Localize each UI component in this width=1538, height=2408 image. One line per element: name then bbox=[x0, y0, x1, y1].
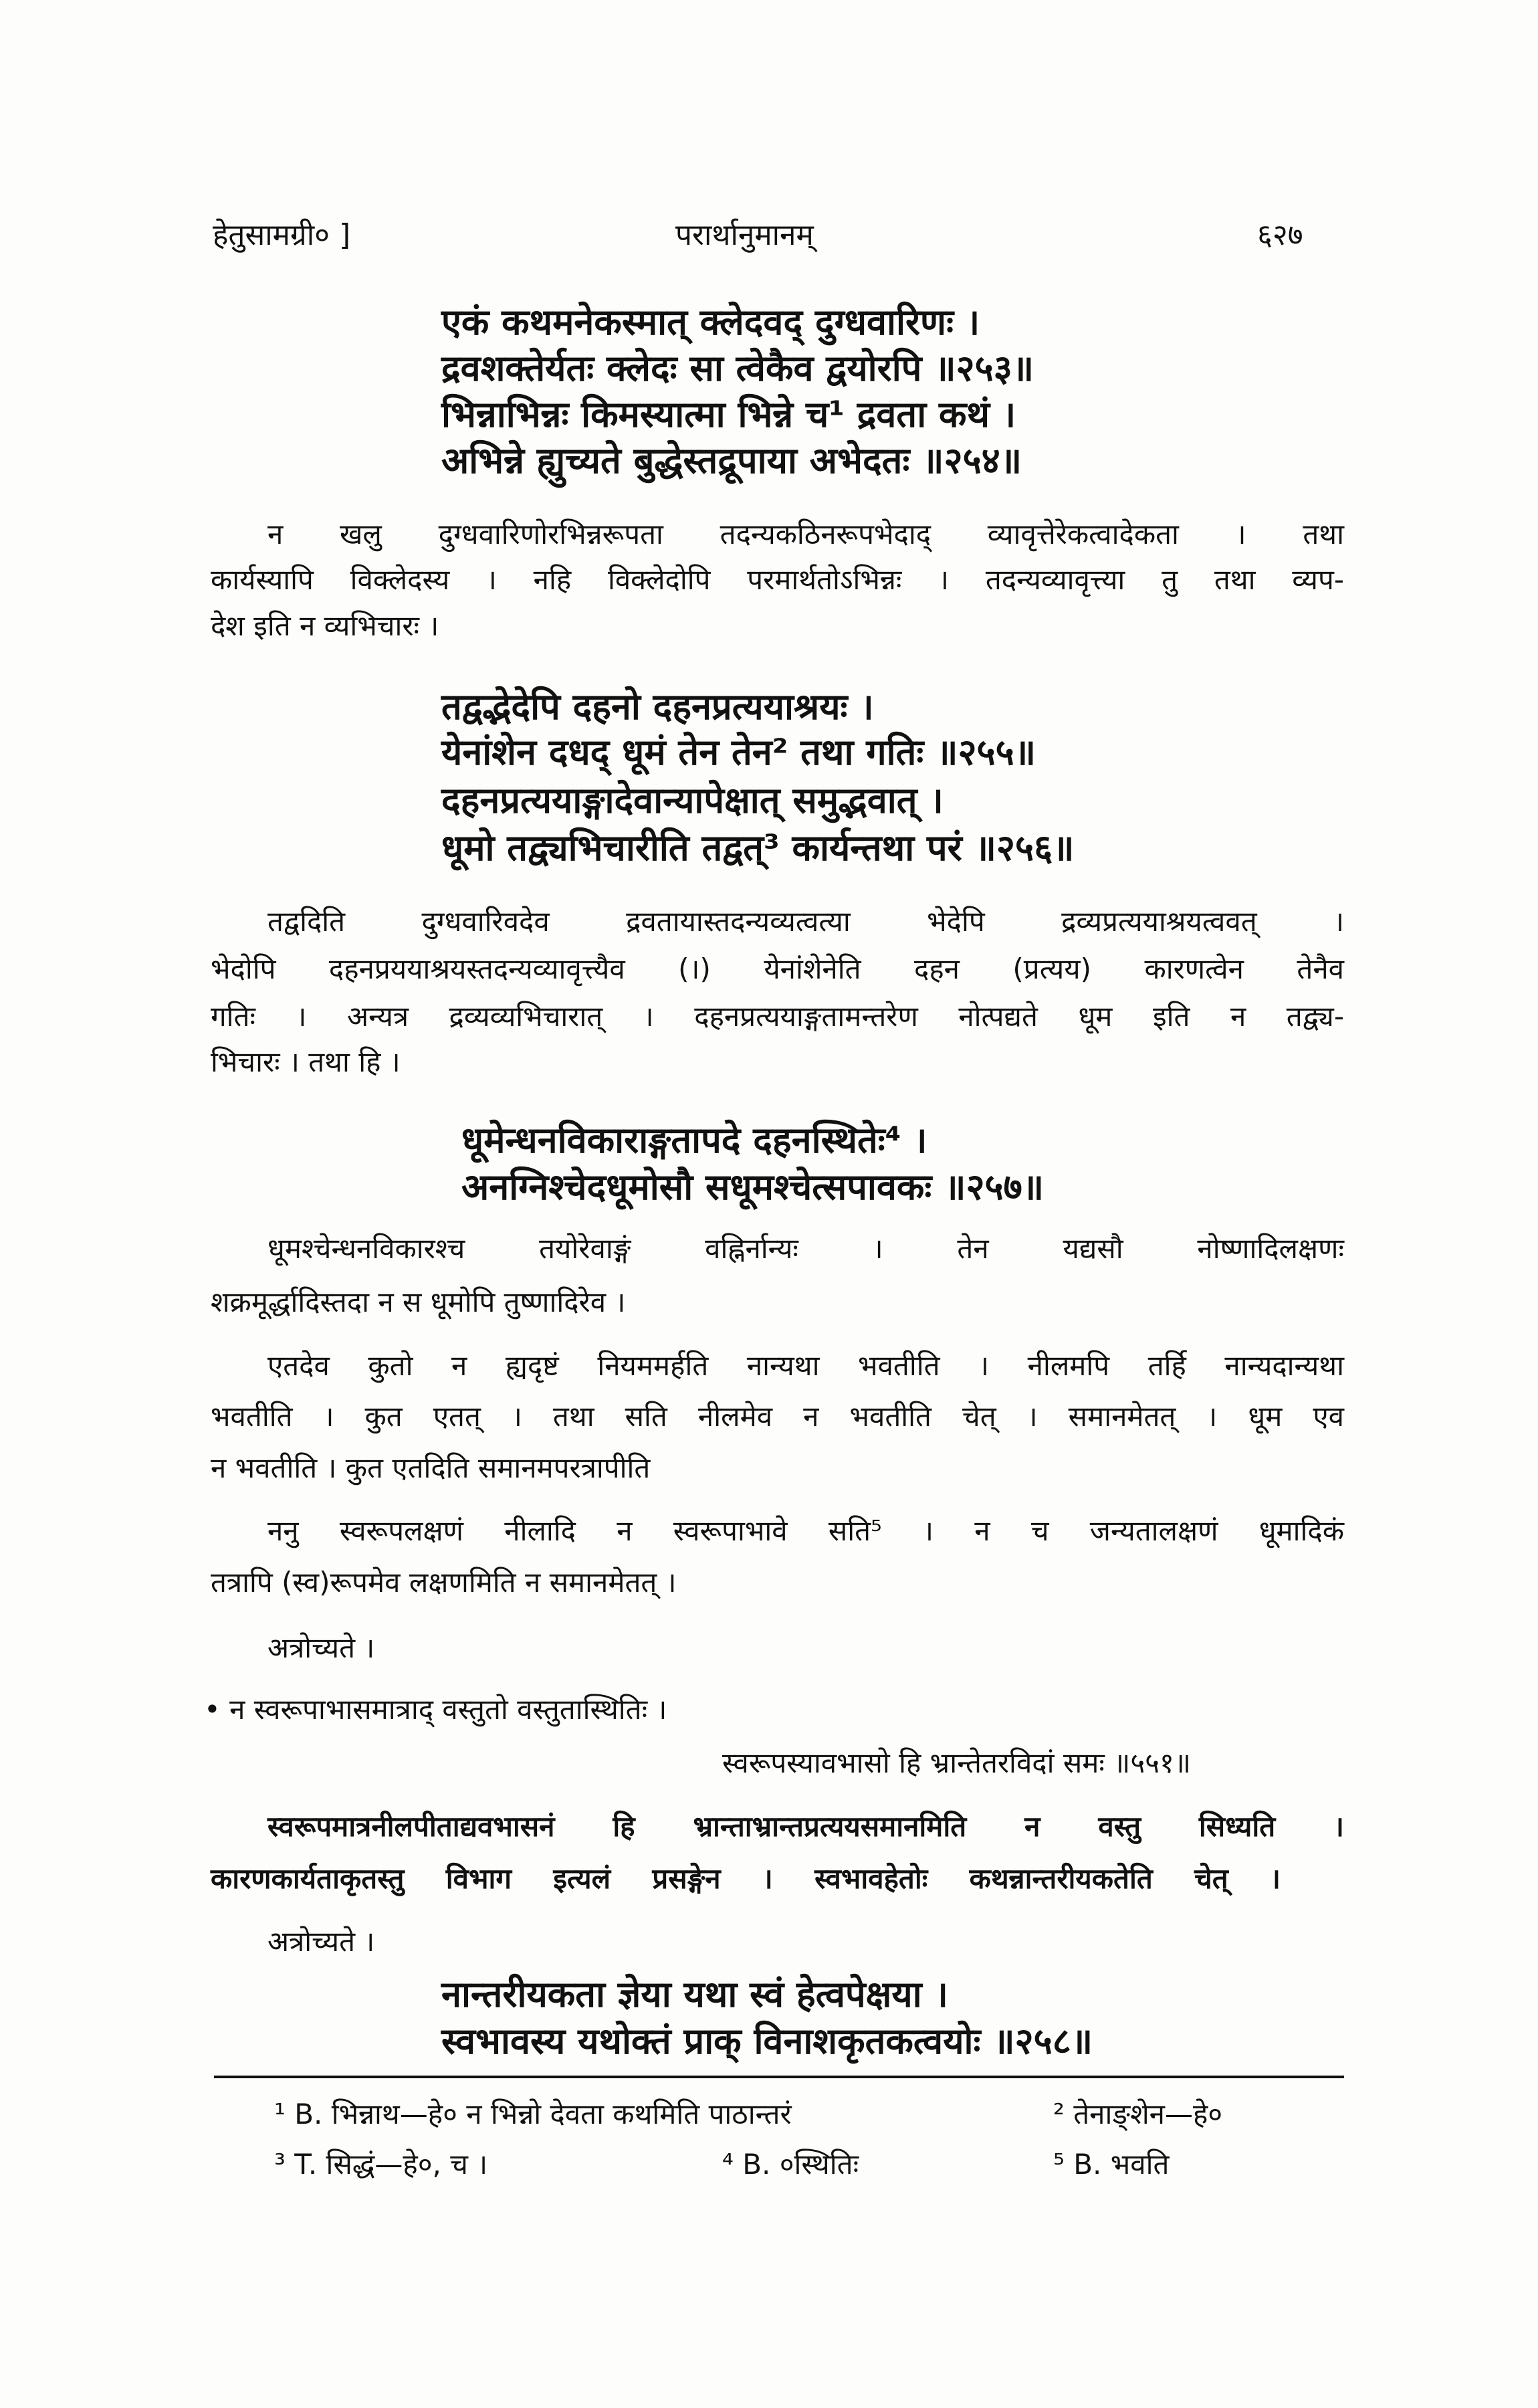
commentary-line: देश इति न व्यभिचारः । bbox=[211, 609, 439, 642]
verse-line: नान्तरीयकता ज्ञेया यथा स्वं हेत्वपेक्षया । bbox=[441, 1973, 948, 2015]
atrocyate-line: अत्रोच्यते । bbox=[267, 1631, 375, 1664]
footnote: ⁵ B. भवति bbox=[1053, 2148, 1170, 2181]
footnote: ¹ B. भिन्नाथ—हे० न भिन्नो देवता कथमिति पाठान्तरं bbox=[274, 2098, 792, 2130]
verse-line: स्वरूपस्यावभासो हि भ्रान्तेतरविदां समः ॥५५१॥ bbox=[722, 1746, 1192, 1779]
commentary-line: ननु स्वरूपलक्षणं नीलादि न स्वरूपाभावे सति⁵ । न च जन्यतालक्षणं धूमादिकं bbox=[267, 1514, 1344, 1547]
verse-line: स्वभावस्य यथोक्तं प्राक् विनाशकृतकत्वयोः ॥२५८॥ bbox=[441, 2020, 1093, 2062]
verse-line: अनग्निश्चेदधूमोसौ सधूमश्चेत्सपावकः ॥२५७॥ bbox=[461, 1166, 1045, 1208]
verse-line: धूमो तद्व्यभिचारीति तद्वत्³ कार्यन्तथा परं ॥२५६॥ bbox=[441, 827, 1075, 869]
commentary-line: भिचारः । तथा हि । bbox=[211, 1045, 401, 1078]
verse-line: अभिन्ने ह्युच्यते बुद्धेस्तद्रूपाया अभेदतः ॥२५४॥ bbox=[441, 439, 1022, 482]
running-header-title: परार्थानुमानम् bbox=[675, 218, 814, 252]
verse-line: भिन्नाभिन्नः किमस्यात्मा भिन्ने च¹ द्रवता कथं । bbox=[441, 393, 1016, 435]
verse-line: • न स्वरूपाभासमात्राद् वस्तुतो वस्तुतास्थितिः । bbox=[204, 1693, 667, 1726]
commentary-line: शक्रमूर्द्धादिस्तदा न स धूमोपि तुष्णादिरेव । bbox=[211, 1286, 626, 1318]
commentary-line: कार्यस्यापि विक्लेदस्य । नहि विक्लेदोपि परमार्थतोऽभिन्नः । तदन्यव्यावृत्त्या तु तथा व्यप- bbox=[211, 563, 1344, 596]
commentary-line: एतदेव कुतो न ह्यदृष्टं नियममर्हति नान्यथा भवतीति । नीलमपि तर्हि नान्यदान्यथा bbox=[267, 1349, 1344, 1382]
verse-line: तद्वद्भेदेपि दहनो दहनप्रत्ययाश्रयः । bbox=[441, 686, 874, 728]
footnote: ³ T. सिद्धं—हे०, च । bbox=[274, 2148, 488, 2181]
footnote-divider bbox=[214, 2076, 1344, 2078]
verse-line: एकं कथमनेकस्मात् क्लेदवद् दुग्धवारिणः । bbox=[441, 301, 980, 343]
commentary-line: कारणकार्यताकृतस्तु विभाग इत्यलं प्रसङ्गेन । स्वभावहेतोः कथन्नान्तरीयकतेति चेत् । bbox=[211, 1862, 1281, 1895]
commentary-line: न खलु दुग्धवारिणोरभिन्नरूपता तदन्यकठिनरूपभेदाद् व्यावृत्तेरेकत्वादेकता । तथा bbox=[267, 518, 1344, 550]
verse-line: द्रवशक्तेर्यतः क्लेदः सा त्वेकैव द्वयोरपि ॥२५३॥ bbox=[441, 347, 1034, 389]
verse-line: दहनप्रत्ययाङ्गादेवान्यापेक्षात् समुद्भवात् । bbox=[441, 779, 944, 821]
footnote: ⁴ B. ०स्थितिः bbox=[722, 2148, 859, 2181]
running-header-left: हेतुसामग्री० ] bbox=[213, 218, 351, 252]
commentary-line: स्वरूपमात्रनीलपीताद्यवभासनं हि भ्रान्ताभ्रान्तप्रत्ययसमानमिति न वस्तु सिध्यति । bbox=[267, 1810, 1344, 1843]
commentary-line: तद्वदिति दुग्धवारिवदेव द्रवतायास्तदन्यव्यत्वत्या भेदेपि द्रव्यप्रत्ययाश्रयत्ववत् । bbox=[267, 905, 1344, 938]
atrocyate-line: अत्रोच्यते । bbox=[267, 1925, 375, 1958]
commentary-line: न भवतीति । कुत एतदिति समानमपरत्रापीति bbox=[211, 1451, 651, 1484]
commentary-line: तत्रापि (स्व)रूपमेव लक्षणमिति न समानमेतत् । bbox=[211, 1566, 677, 1599]
page-number: ६२७ bbox=[1257, 218, 1303, 252]
commentary-line: भवतीति । कुत एतत् । तथा सति नीलमेव न भवतीति चेत् । समानमेतत् । धूम एव bbox=[211, 1400, 1344, 1433]
commentary-line: भेदोपि दहनप्रययाश्रयस्तदन्यव्यावृत्त्यैव (।) येनांशेनेति दहन (प्रत्यय) कारणत्वेन तेनैव bbox=[211, 952, 1344, 985]
verse-line: धूमेन्धनविकाराङ्गतापदे दहनस्थितेः⁴ । bbox=[461, 1119, 927, 1161]
footnote: ² तेनाङ्शेन—हे० bbox=[1053, 2098, 1223, 2130]
commentary-line: धूमश्चेन्धनविकारश्च तयोरेवाङ्गं वह्निर्नान्यः । तेन यद्यसौ नोष्णादिलक्षणः bbox=[267, 1232, 1344, 1265]
commentary-line: गतिः । अन्यत्र द्रव्यव्यभिचारात् । दहनप्रत्ययाङ्गतामन्तरेण नोत्पद्यते धूम इति न तद्व्य- bbox=[211, 1000, 1344, 1033]
verse-line: येनांशेन दधद् धूमं तेन तेन² तथा गतिः ॥२५५॥ bbox=[441, 731, 1036, 773]
